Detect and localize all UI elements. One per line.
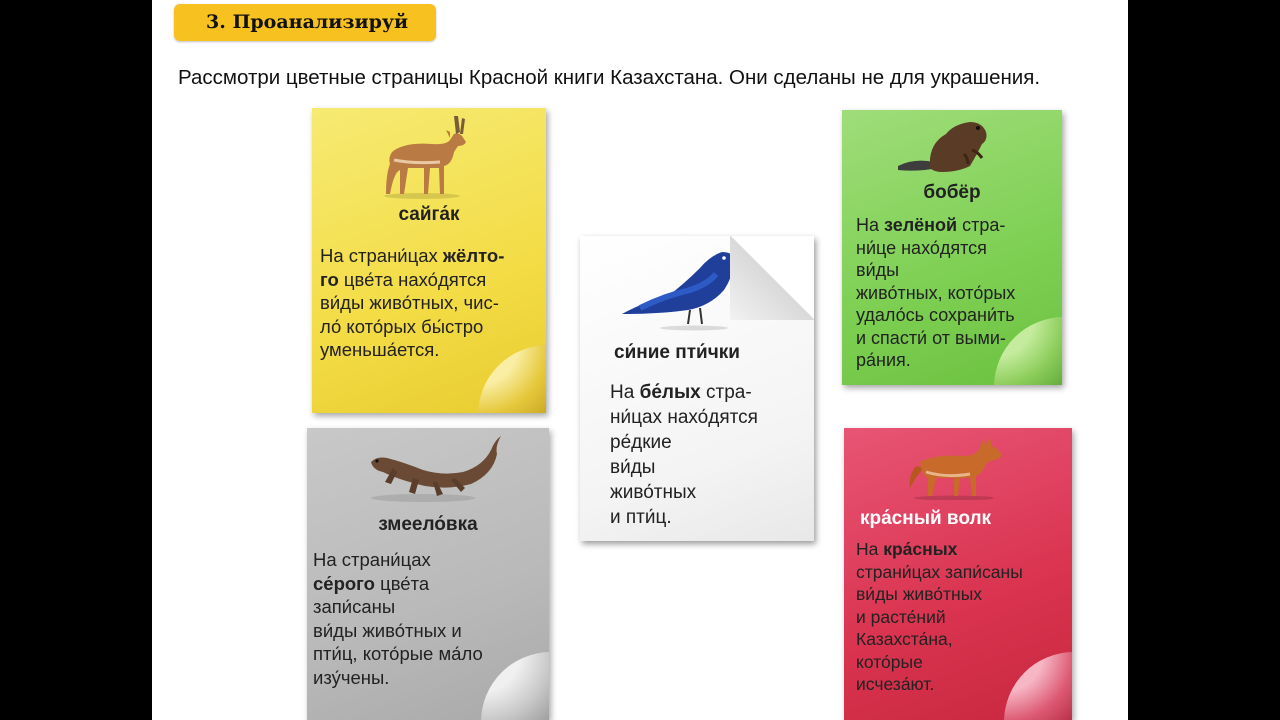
lizard-icon — [363, 432, 513, 508]
card-text-line: ви́ды — [856, 260, 900, 280]
card-text-line: пти́ц, кото́рые ма́ло — [313, 643, 483, 664]
intro-paragraph: Рассмотри цветные страницы Красной книги Казахстана. Они сделаны не для украшения. — [178, 66, 1041, 89]
card-gray — [307, 428, 549, 720]
card-text-line: изу́чены. — [313, 666, 390, 688]
card-text-line: живо́тных, кото́рых — [856, 282, 1016, 303]
card-text-line: и спасти́ от выми- — [856, 327, 1006, 348]
section-heading: 3. Проанализируй — [206, 11, 409, 33]
card-text-line: На страни́цах — [313, 549, 431, 570]
card-text-line: живо́тных — [610, 482, 697, 503]
card-text-line: ре́дкие — [610, 432, 672, 453]
card-yellow-animal: сайга́к — [398, 204, 460, 225]
card-red-animal: кра́сный волк — [860, 508, 992, 529]
card-text-line: запи́саны — [313, 596, 396, 617]
card-text-line: На кра́сных — [856, 539, 958, 559]
card-yellow — [312, 108, 546, 413]
card-text-line: удало́сь сохрани́ть — [856, 305, 1015, 325]
card-white-animal: си́ние пти́чки — [614, 342, 740, 363]
card-text-line: исчеза́ют. — [856, 674, 935, 694]
card-white-text — [610, 380, 758, 530]
card-yellow-text — [320, 244, 504, 362]
slide — [152, 0, 1128, 720]
card-red-text — [856, 538, 1023, 696]
card-text-line: и расте́ний — [856, 606, 946, 627]
card-text-line: ни́цах нахо́дятся — [610, 407, 758, 428]
beaver-icon — [894, 114, 1004, 176]
card-green-animal: бобёр — [923, 182, 981, 203]
page-fold — [730, 236, 814, 320]
saiga-icon — [374, 112, 474, 200]
card-green-text — [856, 214, 1015, 372]
card-text-line: ра́ния. — [856, 350, 911, 370]
card-green — [842, 110, 1062, 385]
card-text-line: На страни́цах жёлто- — [320, 245, 505, 266]
card-text-line: ви́ды живо́тных и — [313, 619, 462, 641]
card-white — [580, 236, 814, 541]
card-text-line: На бе́лых стра- — [610, 382, 752, 403]
card-text-line: кото́рые — [856, 651, 923, 672]
card-gray-text — [313, 548, 483, 689]
card-text-line: ло́ кото́рых бы́стро — [320, 315, 484, 337]
card-text-line: ви́ды живо́тных, чис- — [320, 292, 499, 313]
wolf-icon — [906, 432, 1006, 500]
section-heading-badge — [174, 4, 436, 41]
card-text-line: го цве́та нахо́дятся — [320, 268, 487, 290]
card-text-line: и пти́ц. — [610, 507, 672, 528]
card-text-line: ви́ды — [610, 457, 656, 478]
card-text-line: уменьша́ется. — [320, 339, 440, 360]
card-text-line: Казахста́на, — [856, 629, 953, 649]
card-text-line: се́рого цве́та — [313, 572, 430, 594]
card-text-line: ни́це нахо́дятся — [856, 237, 987, 258]
card-text-line: ви́ды живо́тных — [856, 584, 983, 604]
card-text-line: страни́цах запи́саны — [856, 561, 1023, 582]
page-curl — [481, 652, 549, 720]
card-gray-animal: змеело́вка — [378, 514, 478, 535]
card-red — [844, 428, 1072, 720]
card-text-line: На зелёной стра- — [856, 215, 1006, 235]
